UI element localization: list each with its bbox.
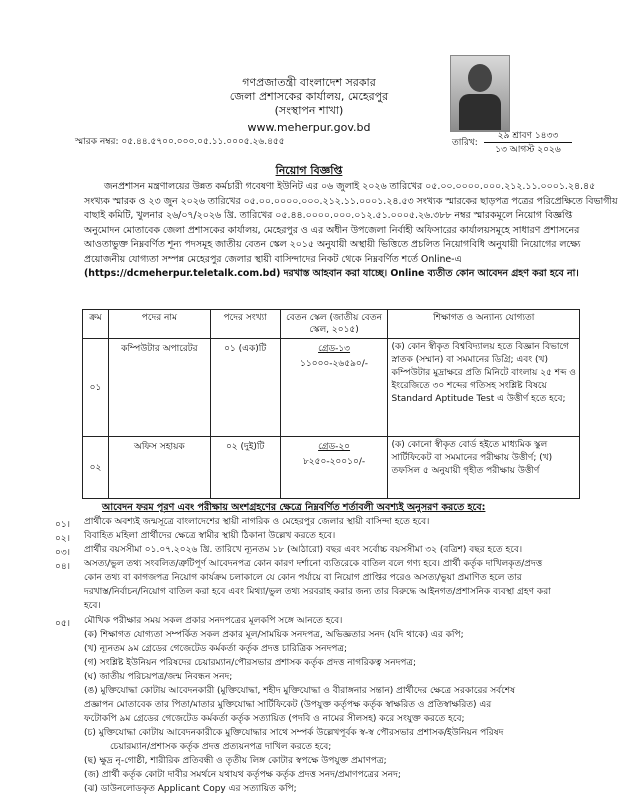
section-title: (সংস্থাপন শাখা) (274, 104, 344, 117)
condition-text: (চ) মুক্তিযোদ্ধা কোটায় আবেদনকারীকে মুক্তিযোদ্ধার সাথে সম্পর্ক উল্লেখপূর্বক স্ব-স্ব পৌরসভার প্রশাসক/ইউনিয়ন পরিষদ (84, 728, 504, 738)
condition-text: (জ) প্রার্থী কর্তৃক কোটা দাবীর সমর্থনে যথাযথ কর্তৃপক্ষ কর্তৃক প্রদত্ত সনদ/প্রমাণপত্রের সনদ; (84, 770, 401, 780)
condition-text: (খ) ন্যূনতম ৯ম গ্রেডের গেজেটেড কর্মকর্তা কর্তৃক প্রদত্ত চারিত্রিক সনদপত্র; (84, 644, 348, 654)
intro-line: অনুমোদন মোতাবেক জেলা প্রশাসকের কার্যালয়, মেহেরপুর ও এর অধীন উপজেলা নির্বাহী অফিসারের কার্যালয়সমূহে সাধারণ প্রশাসনের (84, 224, 580, 236)
intro-line: আওতাভুক্ত নিম্নবর্ণিত শূন্য পদসমূহ জাতীয় বেতন স্কেল ২০১৫ অনুযায়ী অস্থায়ী ভিত্তিতে প্রচলিত নিয়োগবিধি অনুযায়ী নিয়োগের লক্ষ্যে (84, 239, 581, 250)
conditions-heading: আবেদন ফরম পূরণ এবং পরীক্ষায় অংশগ্রহণের ক্ষেত্রে নিম্নবর্ণিত শর্তাবলী অবশ্যই অনুসরণ করতে হবে: (102, 502, 486, 513)
condition-text: হবে। (84, 601, 101, 611)
header-serial: ক্রম (83, 310, 109, 339)
notice-title: নিয়োগ বিজ্ঞপ্তি (275, 164, 343, 177)
row-count: ০২ (দুই)টি (210, 437, 280, 499)
condition-text: প্রজ্ঞাপন মোতাবেক তার পিতা/মাতার মুক্তিযোদ্ধা সার্টিফিকেট (উপযুক্ত কর্তৃপক্ষ কর্তৃক স্বাক্ষরিত ও প্রতিস্বাক্ষরিত) এর (84, 700, 492, 710)
row-scale (280, 437, 388, 499)
intro-paragraph (84, 180, 618, 282)
row-post: কম্পিউটার অপারেটর (108, 339, 210, 437)
table-row (83, 437, 580, 499)
condition-text: বিবাহিত মহিলা প্রার্থীদের ক্ষেত্রে স্বামীর স্থায়ী ঠিকানা উল্লেখ করতে হবে। (84, 531, 336, 541)
header-count: পদের সংখ্যা (210, 310, 280, 339)
condition-text: দরখাস্ত/নির্বাচন/নিয়োগ বাতিল করা হবে এবং মিথ্যা/ভুল তথ্য সরবরাহ করার জন্য তার বিরুদ্ধে আইনগত/প্রশাসনিক ব্যবস্থা গ্রহণ করা (84, 587, 551, 597)
intro-line: প্রয়োজনীয় যোগ্যতা সম্পন্ন মেহেরপুর জেলার স্থায়ী বাসিন্দাদের নিকট থেকে নিম্নবর্ণিত শর্তে Online-এ (84, 253, 462, 265)
condition-number: ০১। (55, 520, 70, 530)
row-scale-range: ১১০০০-২৬৫৯০/- (300, 359, 369, 369)
condition-text: ফটোকপি ৯ম গ্রেডের গেজেটেড কর্মকর্তা কর্তৃক সত্যায়িত (পদবি ও নামের সীলসহ) করে সংযুক্ত করতে হবে; (84, 714, 465, 724)
row-scale (280, 339, 388, 437)
condition-text: (ঙ) মুক্তিযোদ্ধা কোটায় আবেদনকারী (মুক্তিযোদ্ধা, শহীদ মুক্তিযোদ্ধা ও বীরাঙ্গনার সন্তান) প্রার্থীদের ক্ষেত্রে সরকারের সর্বশেষ (84, 686, 516, 696)
date-english: ১৩ আগস্ট ২০২৬ (495, 145, 561, 155)
date-label: তারিখ: (452, 138, 478, 148)
condition-text: প্রার্থীকে অবশ্যই জন্মসূত্রে বাংলাদেশের স্থায়ী নাগরিক ও মেহেরপুর জেলার স্থায়ী বাসিন্দা হতে হবে। (84, 517, 430, 527)
row-grade: গ্রেড-১৩ (318, 344, 351, 354)
intro-line: (https://dcmeherpur.teletalk.com.bd) দরখাস্ত আহবান করা যাচ্ছে। Online ব্যতীত কোন আবেদন গ্রহণ করা হবে না। (84, 268, 579, 279)
condition-text: (ঝ) ডাউনলোডকৃত Applicant Copy এর সত্যায়িত কপি; (84, 784, 297, 794)
memo-number: স্মারক নম্বর: ০৫.৪৪.৫৭০০.০০০.০৫.১১.০০০৫.২৬.৪৫৫ (75, 137, 285, 147)
row-count: ০১ (এক)টি (210, 339, 280, 437)
vacancy-table (82, 309, 580, 499)
header-qualification: শিক্ষাগত ও অন্যান্য যোগ্যতা (388, 310, 580, 339)
condition-text: (ছ) ক্ষুদ্র নৃ-গোষ্ঠী, শারীরিক প্রতিবন্ধী ও তৃতীয় লিঙ্গ কোটার স্বপক্ষে উপযুক্ত প্রমাণপত্র; (84, 756, 387, 766)
condition-number: ০৫। (55, 619, 70, 629)
portrait-image (450, 55, 510, 132)
condition-number: ০২। (55, 534, 70, 544)
intro-line: জনপ্রশাসন মন্ত্রণালয়ের উন্নত কর্মচারী গবেষণা ইউনিট এর ০৬ জুলাই ২০২৬ তারিখের ০৫.০০.০০০০.০০০.২১২.১১.০০০১.২৪.৪৫ (104, 181, 596, 192)
condition-number: ০৩। (55, 548, 70, 558)
condition-text: (ঘ) জাতীয় পরিচয়পত্র/জন্ম নিবন্ধন সনদ; (84, 672, 233, 682)
intro-line: বাছাই কমিটি, খুলনার ২৬/০৭/২০২৬ খ্রি. তারিখের ০৫.৪৪.০০০০.০০০.০১২.৫১.০০০৫.২৬.৩৮৮ নম্বর স্মারকমূলে নিয়োগ বিজ্ঞপ্তি (84, 210, 573, 221)
table-header-row (83, 310, 580, 339)
row-grade: গ্রেড-২০ (318, 442, 351, 452)
condition-text: (ক) শিক্ষাগত যোগ্যতা সম্পর্কিত সকল প্রকার মূল/সাময়িক সনদপত্র, অভিজ্ঞতার সনদ (যদি থাকে) এর কপি; (84, 630, 464, 640)
condition-number: ০৪। (55, 562, 70, 572)
condition-text: মৌখিক পরীক্ষার সময় সকল প্রকার সনদপত্রের মূলকপি সঙ্গে আনতে হবে। (84, 616, 343, 626)
row-qualification: (ক) কোন স্বীকৃত বিশ্ববিদ্যালয় হতে বিজ্ঞান বিভাগে স্নাতক (সম্মান) বা সমমানের ডিগ্রি; এবং (খ) কম্পিউটার মুদ্রাক্ষরে প্রতি মিনিটে বাংলায় ২৫ শব্দ ও ইংরেজিতে ৩০ শব্দের গতিসহ সংশ্লিষ্ট বিষয়ে Standard Aptitude Test এ উত্তীর্ণ হতে হবে; (388, 339, 580, 437)
table-row (83, 339, 580, 437)
header-pay-scale: বেতন স্কেল (জাতীয় বেতন স্কেল, ২০১৫) (280, 310, 388, 339)
website-link[interactable]: www.meherpur.gov.bd (247, 121, 371, 134)
condition-text: চেয়ারম্যান/প্রশাসক কর্তৃক প্রদত্ত প্রত্যয়নপত্র দাখিল করতে হবে; (110, 742, 332, 752)
govt-title: গণপ্রজাতন্ত্রী বাংলাদেশ সরকার (242, 76, 376, 89)
row-post: অফিস সহায়ক (108, 437, 210, 499)
row-scale-range: ৮২৫০-২০০১০/- (302, 457, 366, 467)
row-serial: ০১ (83, 339, 109, 437)
intro-line: সংখ্যক স্মারক ও ২৩ জুন ২০২৬ তারিখের ০৫.০০.০০০০.০০০.২১২.১১.০০০১.২৪.৫৩ সংখ্যক স্মারকের ছাড়পত্র পত্রের পরিপ্রেক্ষিতে বিভাগীয় (84, 195, 618, 207)
row-qualification: (ক) কোনো স্বীকৃত বোর্ড হইতে মাধ্যমিক স্কুল সার্টিফিকেট বা সমমানের পরীক্ষায় উত্তীর্ণ; (খ) তফসিল ৫ অনুযায়ী গৃহীত পরীক্ষায় উত্তীর্ণ (388, 437, 580, 499)
condition-text: প্রার্থীর বয়সসীমা ০১.০৭.২০২৬ খ্রি. তারিখে ন্যূনতম ১৮ (আঠারো) বছর এবং সর্বোচ্চ বয়সসীমা ৩২ (বত্রিশ) বছর হতে হবে। (84, 545, 523, 555)
date-bengali: ২৯ শ্রাবণ ১৪৩৩ (484, 131, 572, 143)
condition-text: (গ) সংশ্লিষ্ট ইউনিয়ন পরিষদের চেয়ারম্যান/পৌরসভার প্রশাসক কর্তৃক প্রদত্ত নাগরিকত্ব সনদপত্র; (84, 658, 417, 668)
header-post: পদের নাম (108, 310, 210, 339)
condition-text: অসত্য/ভুল তথ্য সংবলিত/ত্রুটিপূর্ণ আবেদনপত্র কোন কারণ দর্শানো ব্যতিরেকে বাতিল বলে গণ্য হবে। প্রার্থী কর্তৃক দাখিলকৃত/প্রদত্ত (84, 559, 543, 569)
row-serial: ০২ (83, 437, 109, 499)
condition-text: কোন তথ্য বা কাগজপত্র নিয়োগ কার্যক্রম চলাকালে যে কোন পর্যায়ে বা নিয়োগ প্রাপ্তির পরেও অসত্য/ভুয়া প্রমাণিত হলে তার (84, 573, 522, 583)
office-title: জেলা প্রশাসকের কার্যালয়, মেহেরপুর (229, 90, 389, 103)
